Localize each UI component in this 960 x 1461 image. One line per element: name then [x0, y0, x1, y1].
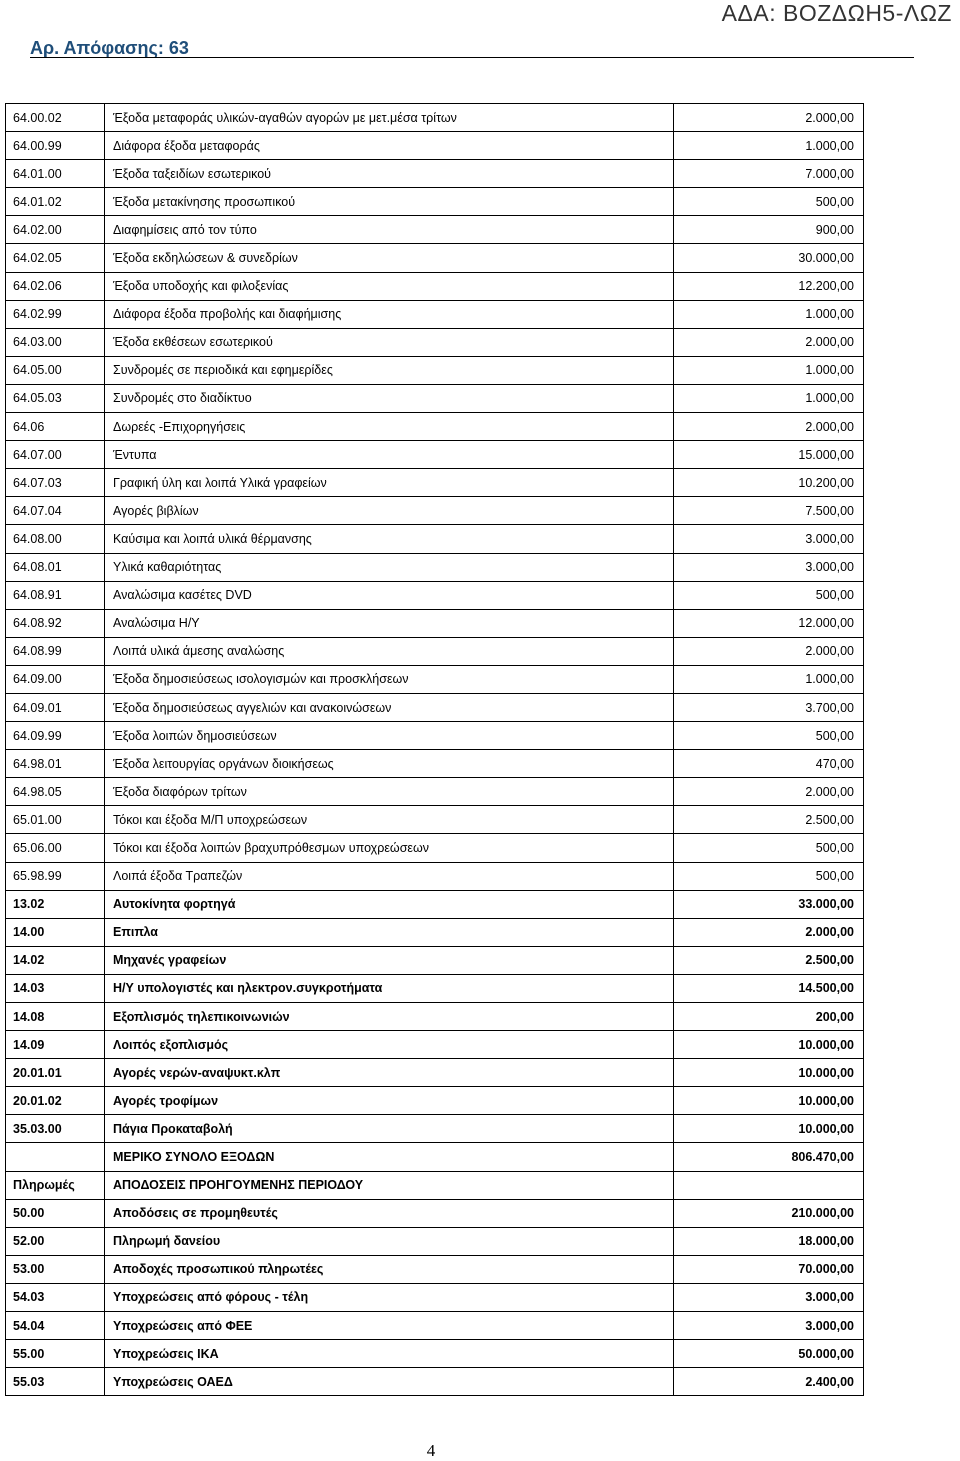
description-cell: Υποχρεώσεις από φόρους - τέλη [105, 1283, 674, 1311]
amount-cell: 2.400,00 [674, 1368, 864, 1396]
amount-cell: 3.000,00 [674, 1312, 864, 1340]
amount-cell: 18.000,00 [674, 1227, 864, 1255]
table-row [6, 160, 864, 188]
code-cell: 20.01.01 [6, 1059, 105, 1087]
description-cell: Έξοδα εκδηλώσεων & συνεδρίων [105, 244, 674, 272]
table-row [6, 918, 864, 946]
description-cell: Διαφημίσεις από τον τύπο [105, 216, 674, 244]
description-cell: Τόκοι και έξοδα Μ/Π υποχρεώσεων [105, 806, 674, 834]
description-cell: Λοιπά υλικά άμεσης αναλώσης [105, 637, 674, 665]
amount-cell: 2.000,00 [674, 637, 864, 665]
table-row [6, 244, 864, 272]
code-cell: 64.03.00 [6, 328, 105, 356]
amount-cell: 2.000,00 [674, 328, 864, 356]
amount-cell: 2.000,00 [674, 778, 864, 806]
amount-cell: 12.200,00 [674, 272, 864, 300]
table-row [6, 1171, 864, 1199]
code-cell: 13.02 [6, 890, 105, 918]
code-cell: 55.03 [6, 1368, 105, 1396]
description-cell: Γραφική ύλη και λοιπά Υλικά γραφείων [105, 469, 674, 497]
code-cell: 53.00 [6, 1255, 105, 1283]
description-cell: Έντυπα [105, 441, 674, 469]
code-cell: 65.06.00 [6, 834, 105, 862]
description-cell: Έξοδα εκθέσεων εσωτερικού [105, 328, 674, 356]
table-row [6, 188, 864, 216]
code-cell: 64.02.00 [6, 216, 105, 244]
description-cell: Αποδοχές προσωπικού πληρωτέες [105, 1255, 674, 1283]
code-cell: 64.07.00 [6, 441, 105, 469]
code-cell: 65.01.00 [6, 806, 105, 834]
amount-cell: 7.000,00 [674, 160, 864, 188]
description-cell: Έξοδα διαφόρων τρίτων [105, 778, 674, 806]
code-cell: 64.06 [6, 413, 105, 441]
table-row [6, 216, 864, 244]
table-row [6, 441, 864, 469]
table-row [6, 384, 864, 412]
code-cell: 64.00.99 [6, 132, 105, 160]
description-cell: Έξοδα μετακίνησης προσωπικού [105, 188, 674, 216]
description-cell: Τόκοι και έξοδα λοιπών βραχυπρόθεσμων υποχρεώσεων [105, 834, 674, 862]
table-row [6, 665, 864, 693]
code-cell: 20.01.02 [6, 1087, 105, 1115]
description-cell: ΜΕΡΙΚΟ ΣΥΝΟΛΟ ΕΞΟΔΩΝ [105, 1143, 674, 1171]
table-row [6, 1340, 864, 1368]
description-cell: ΑΠΟΔΟΣΕΙΣ ΠΡΟΗΓΟΥΜΕΝΗΣ ΠΕΡΙΟΔΟΥ [105, 1171, 674, 1199]
table-row [6, 693, 864, 721]
description-cell: Έξοδα δημοσιεύσεως ισολογισμών και προσκλήσεων [105, 665, 674, 693]
code-cell: 64.98.01 [6, 750, 105, 778]
description-cell: Λοιπός εξοπλισμός [105, 1031, 674, 1059]
code-cell: 64.05.00 [6, 356, 105, 384]
amount-cell: 2.500,00 [674, 806, 864, 834]
table-row [6, 1199, 864, 1227]
amount-cell: 200,00 [674, 1003, 864, 1031]
table-row [6, 722, 864, 750]
table-row [6, 1255, 864, 1283]
description-cell: Έξοδα λοιπών δημοσιεύσεων [105, 722, 674, 750]
description-cell: Αποδόσεις σε προμηθευτές [105, 1199, 674, 1227]
table-row [6, 778, 864, 806]
description-cell: Πληρωμή δανείου [105, 1227, 674, 1255]
table-row [6, 806, 864, 834]
table-row [6, 1312, 864, 1340]
description-cell: Αγορές τροφίμων [105, 1087, 674, 1115]
amount-cell: 33.000,00 [674, 890, 864, 918]
table-row [6, 497, 864, 525]
code-cell: 14.02 [6, 946, 105, 974]
description-cell: Έξοδα μεταφοράς υλικών-αγαθών αγορών με μετ.μέσα τρίτων [105, 104, 674, 132]
amount-cell: 15.000,00 [674, 441, 864, 469]
table-row [6, 1143, 864, 1171]
amount-cell: 3.700,00 [674, 693, 864, 721]
description-cell: Έξοδα λειτουργίας οργάνων διοικήσεως [105, 750, 674, 778]
code-cell: 64.08.00 [6, 525, 105, 553]
table-row [6, 581, 864, 609]
code-cell: 64.09.00 [6, 665, 105, 693]
code-cell: 64.07.03 [6, 469, 105, 497]
code-cell: 64.08.91 [6, 581, 105, 609]
table-row [6, 834, 864, 862]
table-row [6, 750, 864, 778]
table-row [6, 413, 864, 441]
description-cell: Υποχρεώσεις ΙΚΑ [105, 1340, 674, 1368]
table-row [6, 525, 864, 553]
amount-cell: 12.000,00 [674, 609, 864, 637]
code-cell: 14.03 [6, 974, 105, 1002]
amount-cell: 500,00 [674, 834, 864, 862]
code-cell: 14.09 [6, 1031, 105, 1059]
decision-number: Αρ. Απόφασης: 63 [30, 38, 189, 58]
amount-cell: 806.470,00 [674, 1143, 864, 1171]
amount-cell [674, 1171, 864, 1199]
code-cell: 64.00.02 [6, 104, 105, 132]
description-cell: Αναλώσιμα Η/Υ [105, 609, 674, 637]
amount-cell: 500,00 [674, 862, 864, 890]
code-cell: 54.03 [6, 1283, 105, 1311]
code-cell: Πληρωμές [6, 1171, 105, 1199]
code-cell: 64.08.92 [6, 609, 105, 637]
amount-cell: 10.000,00 [674, 1115, 864, 1143]
table-row [6, 890, 864, 918]
table-row [6, 132, 864, 160]
table-row [6, 328, 864, 356]
amount-cell: 10.000,00 [674, 1087, 864, 1115]
amount-cell: 2.500,00 [674, 946, 864, 974]
table-row [6, 469, 864, 497]
description-cell: Διάφορα έξοδα προβολής και διαφήμισης [105, 300, 674, 328]
description-cell: Έξοδα υποδοχής και φιλοξενίας [105, 272, 674, 300]
table-row [6, 104, 864, 132]
table-row [6, 974, 864, 1002]
table-row [6, 1087, 864, 1115]
description-cell: Έξοδα δημοσιεύσεως αγγελιών και ανακοινώσεων [105, 693, 674, 721]
description-cell: Αναλώσιμα κασέτες DVD [105, 581, 674, 609]
description-cell: Αγορές βιβλίων [105, 497, 674, 525]
description-cell: Πάγια Προκαταβολή [105, 1115, 674, 1143]
header-divider [30, 57, 914, 58]
table-row [6, 1283, 864, 1311]
amount-cell: 1.000,00 [674, 300, 864, 328]
ada-code: ΑΔΑ: ΒΟΖΔΩΗ5-ΛΩΖ [721, 0, 952, 26]
description-cell: Εξοπλισμός τηλεπικοινωνιών [105, 1003, 674, 1031]
code-cell: 64.02.99 [6, 300, 105, 328]
amount-cell: 10.200,00 [674, 469, 864, 497]
description-cell: Λοιπά έξοδα Τραπεζών [105, 862, 674, 890]
code-cell: 64.02.05 [6, 244, 105, 272]
description-cell: Επιπλα [105, 918, 674, 946]
code-cell: 64.01.02 [6, 188, 105, 216]
amount-cell: 30.000,00 [674, 244, 864, 272]
code-cell [6, 1143, 105, 1171]
table-row [6, 272, 864, 300]
code-cell: 14.00 [6, 918, 105, 946]
amount-cell: 2.000,00 [674, 918, 864, 946]
table-row [6, 1003, 864, 1031]
code-cell: 64.08.01 [6, 553, 105, 581]
amount-cell: 1.000,00 [674, 384, 864, 412]
amount-cell: 900,00 [674, 216, 864, 244]
description-cell: Αυτοκίνητα φορτηγά [105, 890, 674, 918]
description-cell: Συνδρομές σε περιοδικά και εφημερίδες [105, 356, 674, 384]
code-cell: 64.05.03 [6, 384, 105, 412]
description-cell: Υποχρεώσεις από ΦΕΕ [105, 1312, 674, 1340]
amount-cell: 70.000,00 [674, 1255, 864, 1283]
amount-cell: 500,00 [674, 581, 864, 609]
amount-cell: 1.000,00 [674, 356, 864, 384]
expenses-table-body [6, 104, 864, 1396]
description-cell: Διάφορα έξοδα μεταφοράς [105, 132, 674, 160]
table-row [6, 1115, 864, 1143]
table-row [6, 1031, 864, 1059]
description-cell: Η/Υ υπολογιστές και ηλεκτρον.συγκροτήματα [105, 974, 674, 1002]
table-row [6, 1368, 864, 1396]
code-cell: 64.02.06 [6, 272, 105, 300]
amount-cell: 50.000,00 [674, 1340, 864, 1368]
amount-cell: 1.000,00 [674, 132, 864, 160]
amount-cell: 1.000,00 [674, 665, 864, 693]
table-row [6, 1227, 864, 1255]
code-cell: 52.00 [6, 1227, 105, 1255]
description-cell: Συνδρομές στο διαδίκτυο [105, 384, 674, 412]
amount-cell: 10.000,00 [674, 1059, 864, 1087]
table-row [6, 1059, 864, 1087]
amount-cell: 2.000,00 [674, 413, 864, 441]
amount-cell: 500,00 [674, 722, 864, 750]
table-row [6, 946, 864, 974]
code-cell: 14.08 [6, 1003, 105, 1031]
table-row [6, 356, 864, 384]
table-row [6, 862, 864, 890]
table-row [6, 637, 864, 665]
amount-cell: 2.000,00 [674, 104, 864, 132]
description-cell: Έξοδα ταξειδίων εσωτερικού [105, 160, 674, 188]
description-cell: Μηχανές γραφείων [105, 946, 674, 974]
code-cell: 64.09.99 [6, 722, 105, 750]
description-cell: Υλικά καθαριότητας [105, 553, 674, 581]
table-row [6, 300, 864, 328]
code-cell: 50.00 [6, 1199, 105, 1227]
code-cell: 64.09.01 [6, 693, 105, 721]
description-cell: Υποχρεώσεις ΟΑΕΔ [105, 1368, 674, 1396]
code-cell: 64.98.05 [6, 778, 105, 806]
table-row [6, 553, 864, 581]
code-cell: 64.08.99 [6, 637, 105, 665]
description-cell: Δωρεές -Επιχορηγήσεις [105, 413, 674, 441]
amount-cell: 470,00 [674, 750, 864, 778]
description-cell: Αγορές νερών-αναψυκτ.κλπ [105, 1059, 674, 1087]
amount-cell: 14.500,00 [674, 974, 864, 1002]
code-cell: 64.07.04 [6, 497, 105, 525]
table-row [6, 609, 864, 637]
code-cell: 65.98.99 [6, 862, 105, 890]
amount-cell: 10.000,00 [674, 1031, 864, 1059]
description-cell: Καύσιμα και λοιπά υλικά θέρμανσης [105, 525, 674, 553]
code-cell: 54.04 [6, 1312, 105, 1340]
page-number: 4 [426, 1441, 436, 1460]
code-cell: 55.00 [6, 1340, 105, 1368]
code-cell: 64.01.00 [6, 160, 105, 188]
amount-cell: 3.000,00 [674, 553, 864, 581]
code-cell: 35.03.00 [6, 1115, 105, 1143]
amount-cell: 3.000,00 [674, 1283, 864, 1311]
expenses-table [5, 103, 864, 1396]
amount-cell: 3.000,00 [674, 525, 864, 553]
amount-cell: 500,00 [674, 188, 864, 216]
amount-cell: 210.000,00 [674, 1199, 864, 1227]
amount-cell: 7.500,00 [674, 497, 864, 525]
